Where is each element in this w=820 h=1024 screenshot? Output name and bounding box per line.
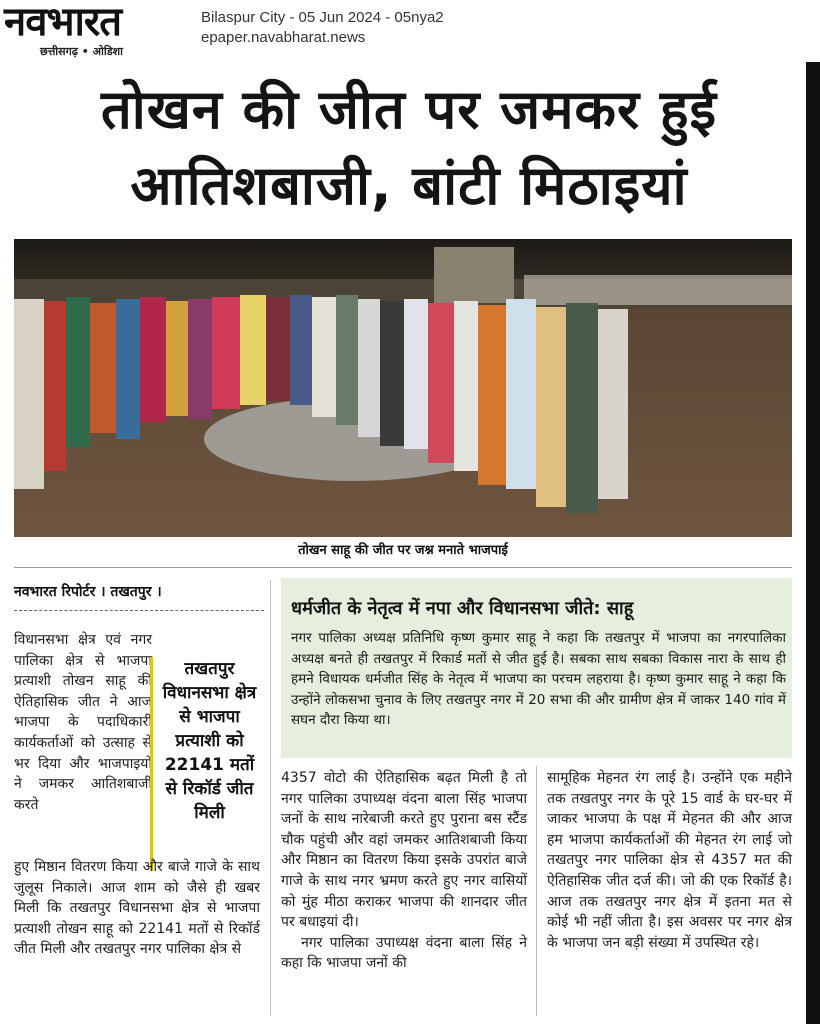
sub-story-body: नगर पालिका अध्यक्ष प्रतिनिधि कृष्ण कुमार साहू ने कहा कि तखतपुर में भाजपा का नगरपालिका अध्यक्ष बनते ही तखतपुर में रिकार्ड मतों से जीत हुई है। सबका साथ सबका विकास नारा के साथ ही हमने विधायक धर्मजीत सिंह के नेतृत्व में भाजपा का परचम लहराया है। कृष्ण कुमार साहू ने कहा कि उन्होंने लोकसभा चुनाव के लिए तखतपुर नगर में 20 सभा की और ग्रामीण क्षेत्र में जाकर 140 गांव में सघन दौरा किया था। — [291, 630, 786, 728]
main-headline — [14, 72, 804, 224]
edition-line: Bilaspur City - 05 Jun 2024 - 05nya2 — [201, 9, 444, 26]
article-col2 — [281, 768, 527, 974]
masthead — [0, 0, 820, 62]
caption-divider — [14, 567, 792, 568]
logo-wordmark: नवभारत — [4, 0, 122, 45]
headline-line-2: आतिशबाजी, बांटी मिठाइयां — [130, 154, 688, 217]
sub-story-title: धर्मजीत के नेतृत्व में नपा और विधानसभा जीते: साहू — [291, 598, 634, 619]
photo-caption: तोखन साहू की जीत पर जश्न मनाते भाजपाई — [298, 543, 508, 558]
article-col2-para1: 4357 वोटो की ऐतिहासिक बढ़त मिली है तो नगर पालिका उपाध्यक्ष वंदना बाला सिंह भाजपा जनों के साथ नारेबाजी करते हुए पुराना बस स्टैंड चौक पहुंची और वहां जमकर आतिशबाजी किया और मिष्ठान का वितरण किया इसके उपरांत बाजे गाजे के साथ नगर भ्रमण करते हुए नगर वासियों को मुंह मीठा कराकर भाजपा की शानदार जीत पर बधाइयां दी। — [281, 770, 527, 931]
byline-divider — [14, 610, 264, 611]
article-col1-part2: हुए मिष्ठान वितरण किया और बाजे गाजे के साथ जुलूस निकाले। आज शाम को जैसे ही खबर मिली कि तखतपुर विधानसभा क्षेत्र से भाजपा प्रत्याशी तोखन साहू को 22141 मतों से रिकॉर्ड जीत मिली और तखतपुर नगर पालिका क्षेत्र से — [14, 859, 260, 958]
logo-subtitle: छत्तीसगढ़ • ओडिशा — [40, 45, 123, 58]
news-photo — [14, 239, 792, 537]
edition-info — [201, 8, 444, 48]
pull-quote: तखतपुर विधानसभा क्षेत्र से भाजपा प्रत्याशी को 22141 मतों से रिकॉर्ड जीत मिली — [150, 657, 262, 871]
site-link[interactable]: epaper.navabharat.news — [201, 29, 366, 46]
column-divider — [270, 580, 271, 1016]
photo-fence — [524, 275, 792, 305]
column-divider-2 — [536, 766, 537, 1016]
page-edge-bar — [806, 62, 820, 1024]
sub-story-box — [281, 578, 792, 758]
article-col2-para2: नगर पालिका उपाध्यक्ष वंदना बाला सिंह ने कहा कि भाजपा जनों की — [281, 934, 527, 972]
photo-gate — [434, 247, 514, 303]
headline-line-1: तोखन की जीत पर जमकर हुई — [100, 78, 718, 141]
article-col3: सामूहिक मेहनत रंग लाई है। उन्होंने एक महीने तक तखतपुर नगर के पूरे 15 वार्ड के घर-घर में जाकर भाजपा के पक्ष में मेहनत की और आज हम भाजपा कार्यकर्ताओं की मेहनत रंग लाई जो तखतपुर नगर पालिका क्षेत्र से 4357 मत की ऐतिहासिक जीत दर्ज की। जो की एक रिकॉर्ड है। आज तक तखतपुर नगर क्षेत्र में इतना मत से कोई भी नहीं जीता है। इस अवसर पर नगर क्षेत्र के भाजपा जन बड़ी संख्या में उपस्थित रहे। — [547, 770, 792, 951]
newspaper-logo — [4, 2, 190, 58]
byline: नवभारत रिपोर्टर । तखतपुर । — [14, 584, 162, 600]
article-col1-part1: विधानसभा क्षेत्र एवं नगर पालिका क्षेत्र से भाजपा प्रत्याशी तोखन साहू की ऐतिहासिक जीत ने आज भाजपा के पदाधिकारी कार्यकर्ताओं को उत्साह से भर दिया और भाजपाइयों ने जमकर आतिशबाजी करते — [14, 632, 152, 813]
